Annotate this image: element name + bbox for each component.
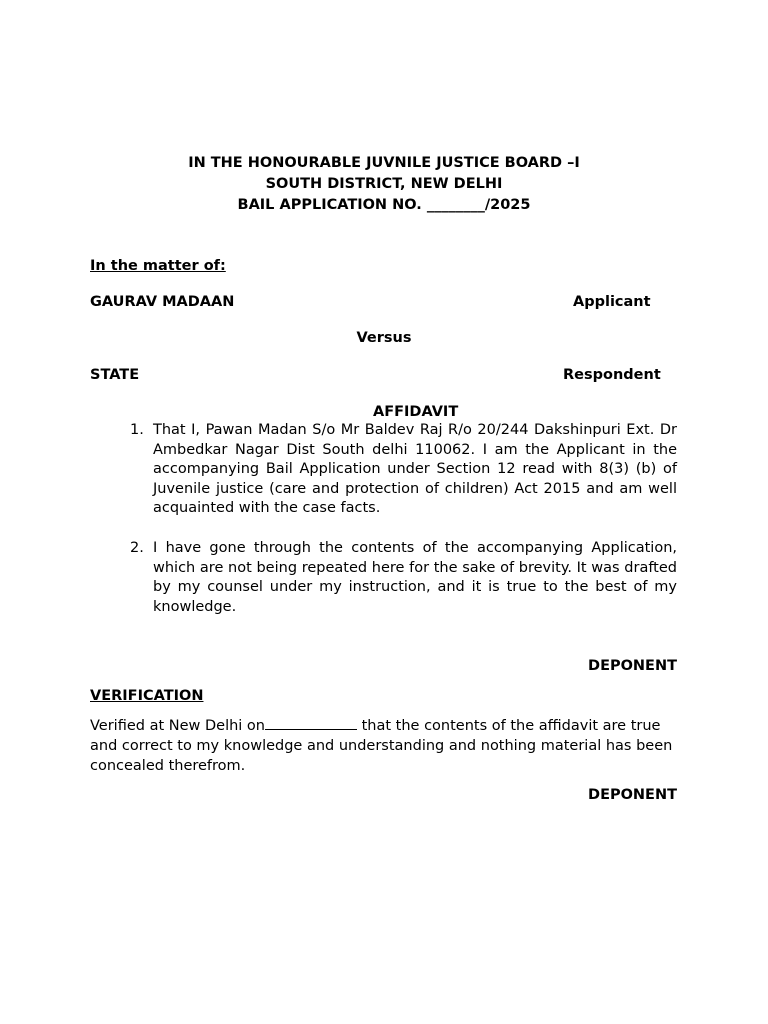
court-heading <box>0 153 768 216</box>
date-blank <box>265 716 357 730</box>
verification-title: VERIFICATION <box>90 688 204 704</box>
item-text: I have gone through the contents of the accompanying Application, which are not being repeated here for the sake of brevity. It was drafted by my counsel under my instruction, and it is true to the best of my knowledge. <box>153 540 677 615</box>
verification-text <box>90 716 677 776</box>
affidavit-title: AFFIDAVIT <box>373 404 459 420</box>
heading-line-2: SOUTH DISTRICT, NEW DELHI <box>265 176 503 192</box>
verification-text-end: that the contents of the affidavit are true and correct to my knowledge and understanding and nothing material has been concealed therefrom. <box>90 718 673 774</box>
applicant-name: GAURAV MADAAN <box>90 294 235 310</box>
heading-line-3: BAIL APPLICATION NO. ________/2025 <box>237 197 531 213</box>
item-number: 2. <box>130 540 144 556</box>
item-text: That I, Pawan Madan S/o Mr Baldev Raj R/o 20/244 Dakshinpuri Ext. Dr Ambedkar Nagar Dist South delhi 110062. I am the Applicant in the accompanying Bail Application under Section 12 read with 8(3) (b) of Juvenile justice (care and protection of children) Act 2015 and am well acquainted with the case facts. <box>153 422 677 517</box>
verification-text-start: Verified at New Delhi on <box>90 718 265 734</box>
affidavit-item-2 <box>130 539 677 617</box>
affidavit-item-1 <box>130 421 677 519</box>
heading-line-1: IN THE HONOURABLE JUVNILE JUSTICE BOARD –I <box>188 155 580 171</box>
item-number: 1. <box>130 422 144 438</box>
versus-label: Versus <box>356 330 412 346</box>
respondent-name: STATE <box>90 367 140 383</box>
respondent-role: Respondent <box>563 367 661 383</box>
deponent-signature-2: DEPONENT <box>588 787 677 803</box>
matter-label: In the matter of: <box>90 258 226 274</box>
applicant-role: Applicant <box>573 294 651 310</box>
deponent-signature-1: DEPONENT <box>588 658 677 674</box>
